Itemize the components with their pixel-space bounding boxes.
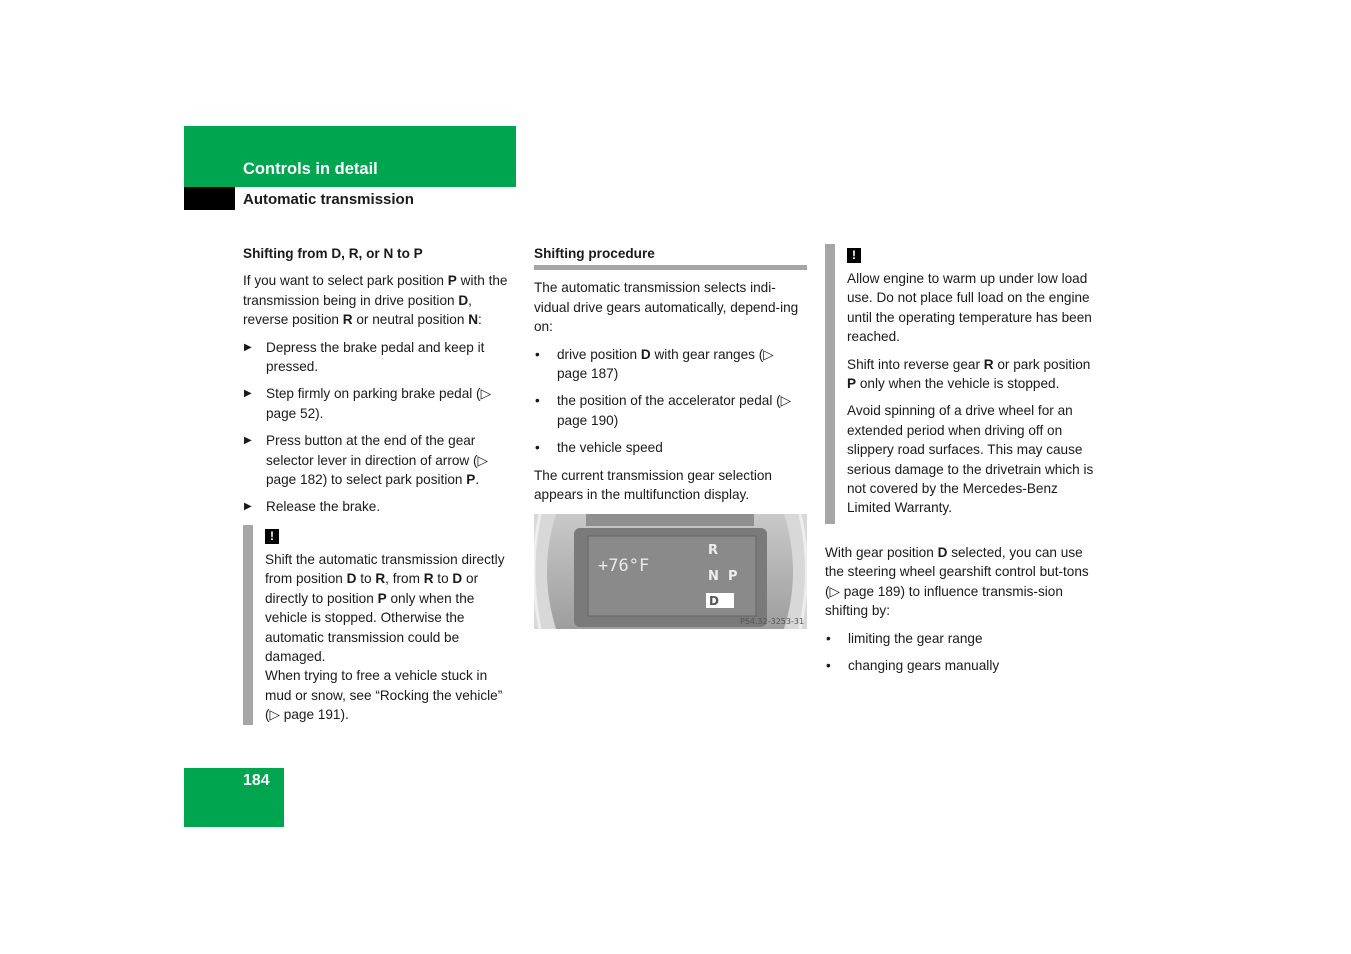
- upper-display-frame: [586, 514, 754, 526]
- warning-box: [243, 525, 516, 725]
- warning-text: Shift the automatic transmission directly from position D to R, from R to D or directly to position P only when the vehicle is stopped. Otherwise the automatic transmission could be damaged.: [265, 551, 505, 664]
- display-note: The current transmission gear selection appears in the multifunction display.: [534, 467, 772, 503]
- column-middle: [534, 244, 807, 629]
- list-item: • limiting the gear range: [825, 629, 1098, 648]
- bullet-list: [825, 629, 1098, 676]
- subsection-marker: [184, 187, 235, 210]
- triangle-bullet-icon: ▶: [244, 341, 252, 353]
- bullet-icon: •: [535, 393, 540, 409]
- list-item: • drive position D with gear ranges (▷ page 187): [535, 346, 774, 382]
- temperature-readout: +76°F: [598, 556, 650, 577]
- column-left: [243, 244, 516, 725]
- step-item: ▶ Step firmly on parking brake pedal (▷ page 52).: [244, 386, 492, 421]
- list-item: • the position of the accelerator pedal (▷ page 190): [535, 393, 792, 428]
- warning-text-spinning: Avoid spinning of a drive wheel for an extended period when driving off on slippery road surfaces. This may cause serious damage to the drivetrain which is not covered by the Mercedes-Benz Limited Warranty.: [847, 403, 1094, 516]
- gear-r-indicator: R: [708, 543, 719, 559]
- list-item: • changing gears manually: [825, 656, 1098, 675]
- triangle-bullet-icon: ▶: [244, 435, 252, 447]
- warning-text-rocking: When trying to free a vehicle stuck in mud or snow, see “Rocking the vehicle” (▷ page 191).: [265, 668, 503, 723]
- step-list: [243, 338, 516, 517]
- subsection-title: Automatic transmission: [243, 191, 414, 208]
- intro-paragraph: The automatic transmission selects indi-vidual drive gears automatically, depend-ing on:: [534, 280, 799, 335]
- intro-paragraph: If you want to select park position P with the transmission being in drive position D, reverse position R or neutral position N:: [243, 273, 508, 328]
- step-item: ▶ Press button at the end of the gear selector lever in direction of arrow (▷ page 182) to select park position P.: [244, 433, 488, 488]
- warning-box: [825, 244, 1098, 524]
- image-code: P54.32-3253-31: [740, 617, 805, 627]
- bullet-icon: •: [535, 440, 540, 456]
- step-item: ▶ Release the brake.: [243, 497, 516, 516]
- triangle-bullet-icon: ▶: [244, 388, 252, 400]
- heading-shifting-to-p: Shifting from D, R, or N to P: [243, 246, 423, 261]
- gear-d-indicator: D: [709, 594, 719, 609]
- step-item: ▶ Depress the brake pedal and keep it pressed.: [244, 339, 485, 375]
- gear-n-indicator: N: [708, 569, 719, 585]
- section-title: Controls in detail: [243, 160, 378, 178]
- bullet-icon: •: [535, 346, 540, 362]
- column-right: [825, 244, 1098, 683]
- bullet-icon: •: [826, 657, 831, 673]
- warning-text-warmup: Allow engine to warm up under low load use. Do not place full load on the engine until the operating temperature has been reached.: [847, 271, 1092, 345]
- page-number: 184: [243, 772, 270, 789]
- multifunction-display-image: [534, 514, 807, 629]
- gearshift-paragraph: With gear position D selected, you can use the steering wheel gearshift control but-tons (▷ page 189) to influence transmis-sion shifting by:: [825, 544, 1089, 619]
- list-item: • the vehicle speed: [534, 438, 807, 457]
- gear-p-indicator: P: [728, 569, 738, 585]
- triangle-bullet-icon: ▶: [244, 501, 252, 513]
- bullet-list: [534, 345, 807, 458]
- warning-text-reverse: Shift into reverse gear R or park position P only when the vehicle is stopped.: [847, 356, 1091, 392]
- heading-shifting-procedure: Shifting procedure: [534, 244, 807, 270]
- warning-icon: !: [265, 529, 279, 544]
- warning-icon: !: [847, 248, 861, 263]
- bullet-icon: •: [826, 630, 831, 646]
